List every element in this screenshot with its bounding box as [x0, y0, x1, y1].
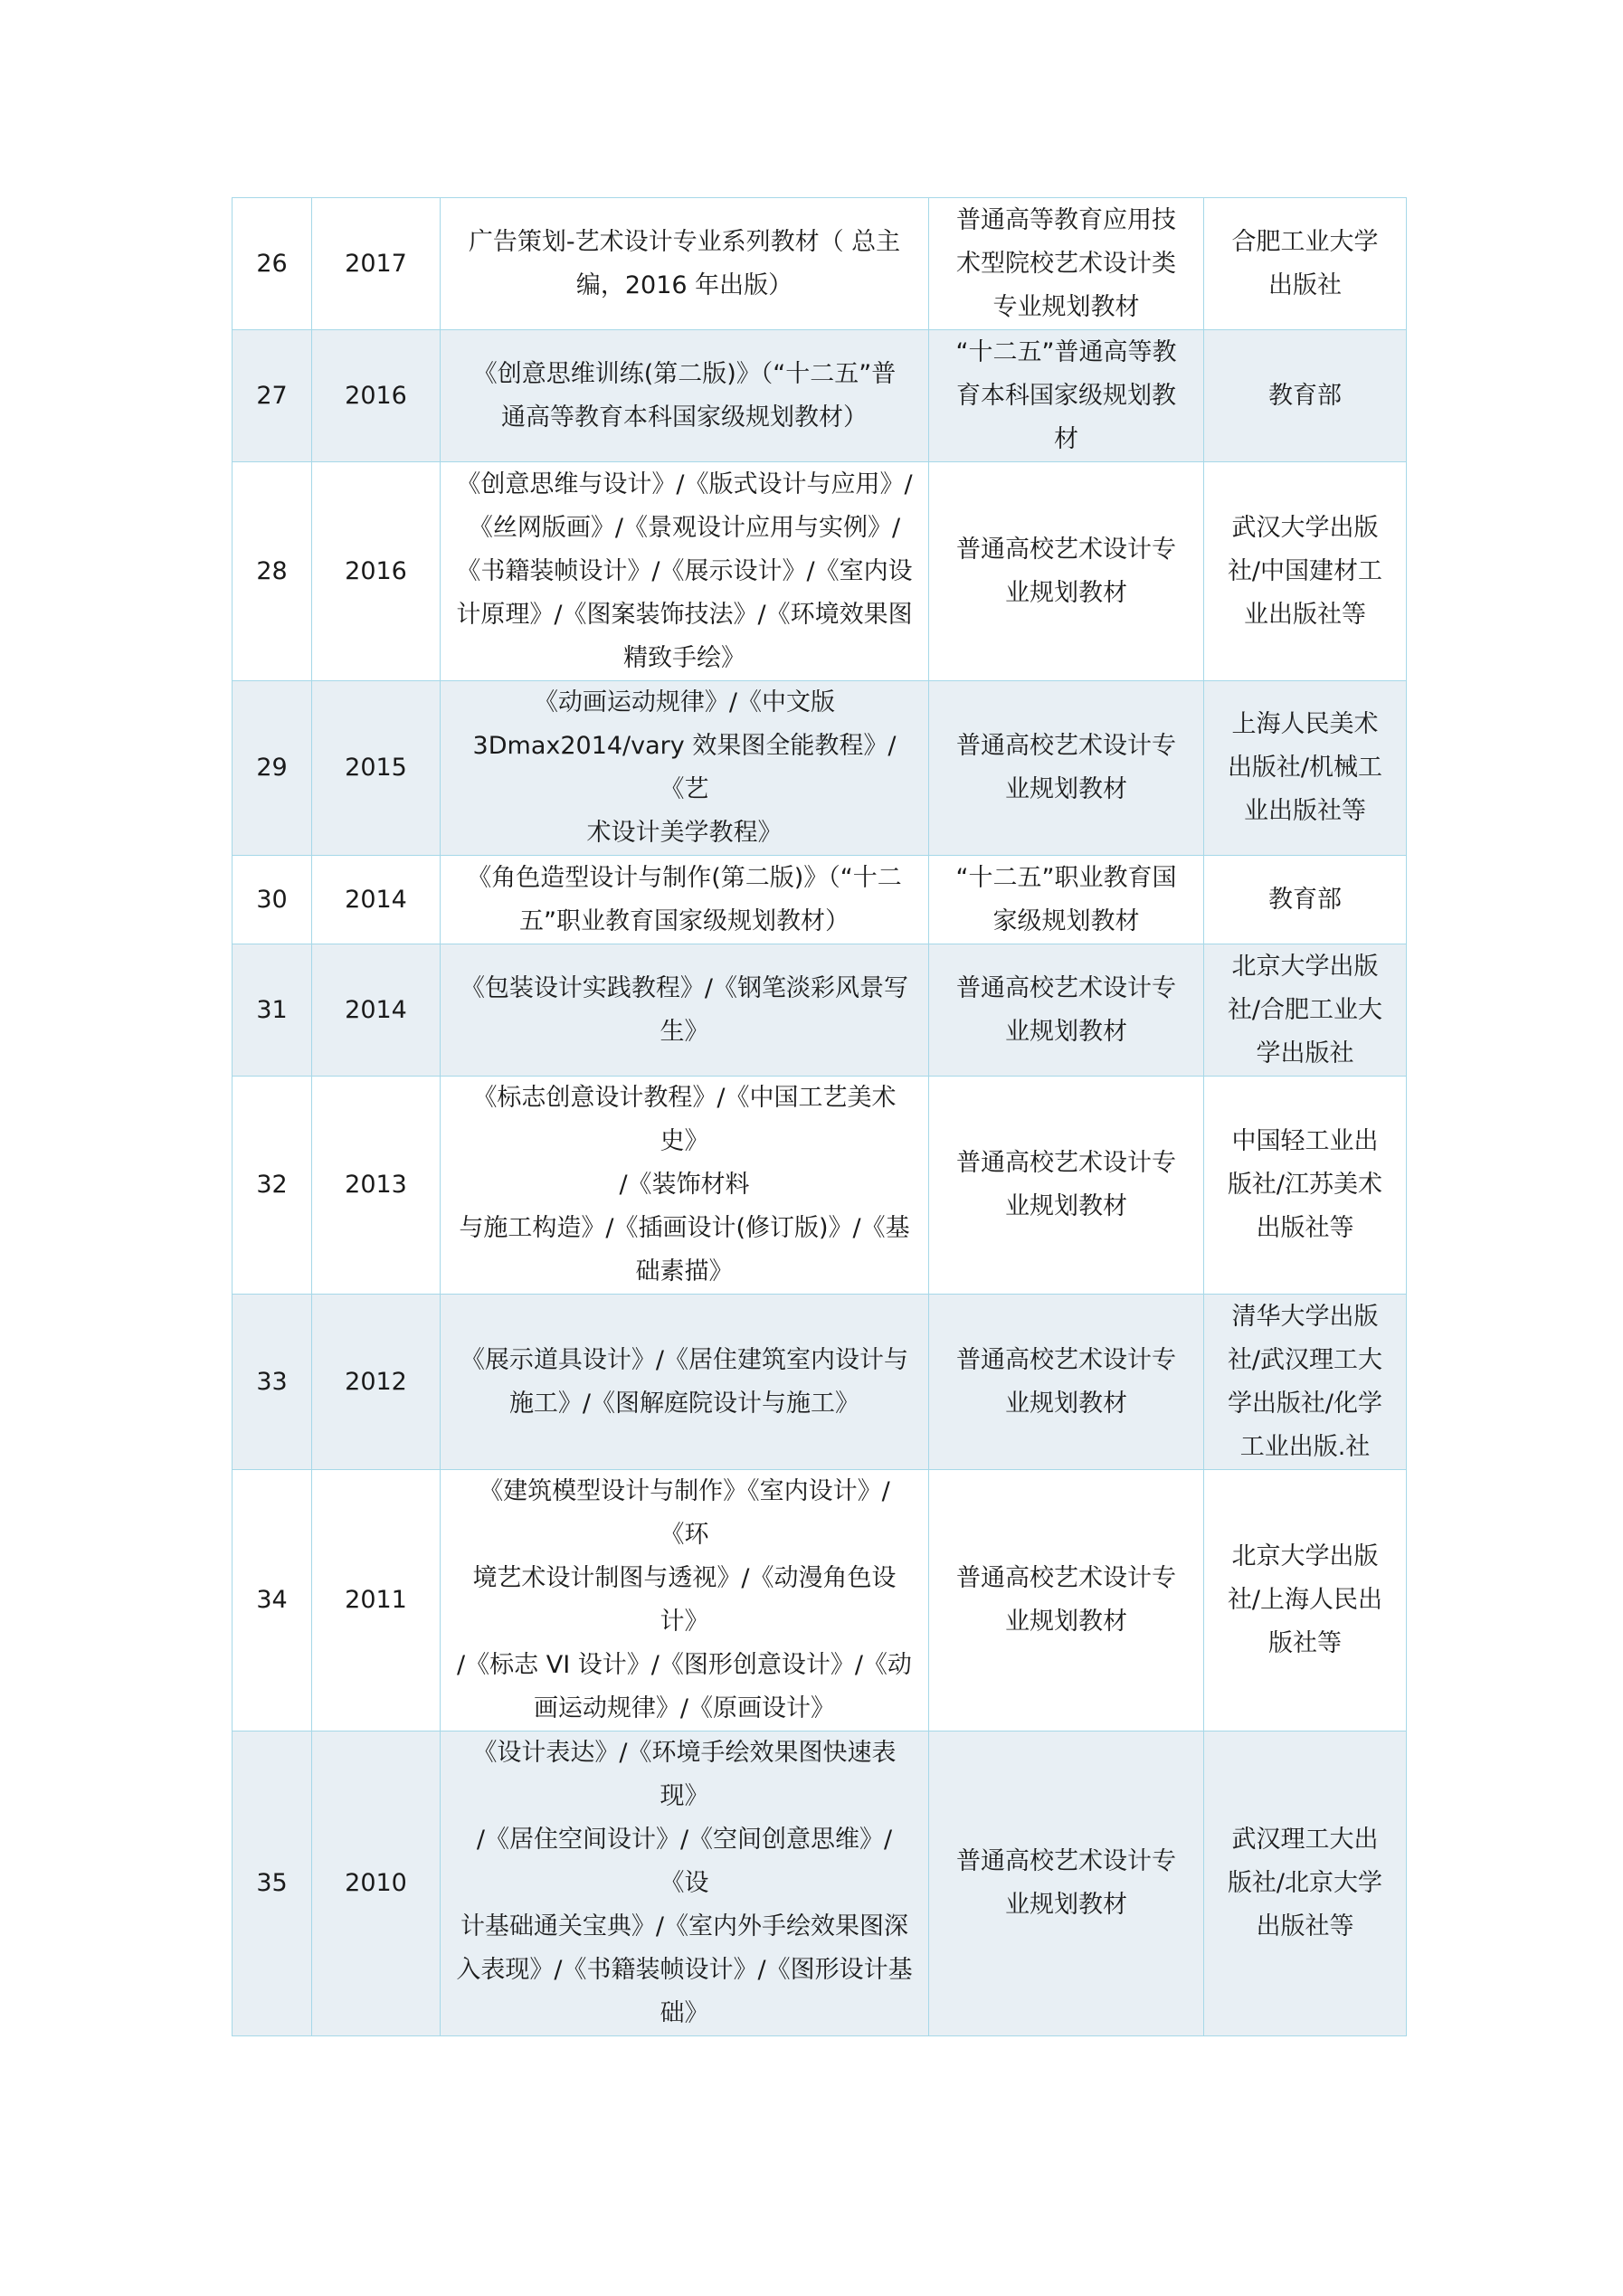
cell-text-line: 材	[1054, 424, 1078, 453]
cell-text-line: 生》	[660, 1017, 709, 1046]
textbook-title-cell	[441, 1731, 929, 2036]
row-number-cell: 30	[233, 856, 312, 944]
table-row	[233, 944, 1407, 1077]
cell-text-line: 清华大学出版	[1231, 1302, 1379, 1331]
publisher-cell	[1204, 856, 1407, 944]
cell-text-line: 出版社	[1268, 270, 1342, 299]
cell-text-line: 3Dmax2014/vary 效果图全能教程》/《艺	[472, 732, 897, 803]
cell-text-line: 《建筑模型设计与制作》《室内设计》/《环	[479, 1477, 890, 1549]
cell-text-line: 普通高校艺术设计专	[956, 1345, 1176, 1374]
row-number-cell: 35	[233, 1731, 312, 2036]
cell-text-line: 版社等	[1268, 1629, 1342, 1657]
cell-text-line: 普通高校艺术设计专	[956, 1149, 1176, 1177]
row-number-cell: 27	[233, 330, 312, 462]
cell-text-line: 术设计美学教程》	[586, 819, 783, 847]
textbook-title-cell	[441, 944, 929, 1077]
publisher-cell	[1204, 330, 1407, 462]
cell-text-line: 业规划教材	[1005, 775, 1127, 803]
cell-text-line: 上海人民美术	[1231, 710, 1379, 738]
cell-text-line: 业规划教材	[1005, 1017, 1127, 1046]
cell-text-line: 业规划教材	[1005, 578, 1127, 607]
year-cell: 2011	[312, 1470, 441, 1731]
cell-text-line: /《标志 VI 设计》/《图形创意设计》/《动	[457, 1651, 912, 1679]
cell-text-line: 入表现》/《书籍装帧设计》/《图形设计基	[456, 1956, 913, 1984]
cell-text-line: 施工》/《图解庭院设计与施工》	[508, 1389, 860, 1418]
cell-text-line: 学出版社/化学	[1227, 1389, 1383, 1418]
table-row	[233, 1295, 1407, 1470]
table-row	[233, 681, 1407, 856]
cell-text-line: 术型院校艺术设计类	[956, 249, 1176, 278]
publisher-cell	[1204, 198, 1407, 330]
cell-text-line: 业规划教材	[1005, 1608, 1127, 1636]
year-cell: 2016	[312, 462, 441, 681]
cell-text-line: 版社/江苏美术	[1227, 1171, 1383, 1199]
cell-text-line: 业规划教材	[1005, 1192, 1127, 1220]
year-cell: 2014	[312, 856, 441, 944]
cell-text-line: 业规划教材	[1005, 1891, 1127, 1919]
cell-text-line: 版社/北京大学	[1227, 1869, 1383, 1897]
textbook-title-cell	[441, 462, 929, 681]
cell-text-line: 业规划教材	[1005, 1389, 1127, 1418]
textbook-type-cell	[929, 1295, 1204, 1470]
year-cell: 2017	[312, 198, 441, 330]
year-cell: 2015	[312, 681, 441, 856]
cell-text-line: 业出版社等	[1244, 600, 1366, 629]
row-number-cell: 31	[233, 944, 312, 1077]
cell-text-line: 《创意思维与设计》/《版式设计与应用》/	[456, 470, 913, 498]
year-cell: 2010	[312, 1731, 441, 2036]
textbook-type-cell	[929, 330, 1204, 462]
cell-text-line: 北京大学出版	[1231, 1542, 1379, 1570]
row-number-cell: 28	[233, 462, 312, 681]
cell-text-line: 工业出版.社	[1239, 1432, 1371, 1461]
cell-text-line: 家级规划教材	[992, 906, 1140, 935]
table-row	[233, 462, 1407, 681]
cell-text-line: 画运动规律》/《原画设计》	[533, 1694, 836, 1722]
cell-text-line: /《居住空间设计》/《空间创意思维》/《设	[476, 1826, 893, 1897]
textbook-title-cell	[441, 330, 929, 462]
cell-text-line: 通高等教育本科国家级规划教材）	[501, 403, 868, 432]
cell-text-line: 《动画运动规律》/《中文版	[533, 688, 836, 716]
cell-text-line: 《设计表达》/《环境手绘效果图快速表现》	[472, 1739, 897, 1810]
cell-text-line: 《包装设计实践教程》/《钢笔淡彩风景写	[460, 973, 909, 1002]
table-row	[233, 330, 1407, 462]
cell-text-line: 教育部	[1268, 885, 1342, 914]
cell-text-line: 《创意思维训练(第二版)》（“十二五”普	[472, 359, 897, 388]
cell-text-line: 《书籍装帧设计》/《展示设计》/《室内设	[456, 556, 913, 585]
publisher-cell	[1204, 1470, 1407, 1731]
cell-text-line: 计原理》/《图案装饰技法》/《环境效果图	[456, 600, 913, 629]
row-number-cell: 33	[233, 1295, 312, 1470]
cell-text-line: “十二五”普通高等教	[955, 337, 1177, 366]
cell-text-line: 武汉大学出版	[1231, 513, 1379, 542]
textbook-type-cell	[929, 944, 1204, 1077]
cell-text-line: 编，2016 年出版）	[575, 270, 793, 299]
cell-text-line: 社/中国建材工	[1227, 556, 1383, 585]
cell-text-line: 《丝网版画》/《景观设计应用与实例》/	[468, 513, 901, 542]
cell-text-line: 础》	[660, 1999, 709, 2027]
textbook-title-cell	[441, 1077, 929, 1295]
textbook-type-cell	[929, 1470, 1204, 1731]
publisher-cell	[1204, 1731, 1407, 2036]
cell-text-line: 广告策划-艺术设计专业系列教材（ 总主	[468, 227, 901, 256]
textbook-type-cell	[929, 462, 1204, 681]
table-row	[233, 856, 1407, 944]
cell-text-line: 专业规划教材	[992, 292, 1140, 321]
cell-text-line: 《标志创意设计教程》/《中国工艺美术史》	[472, 1084, 897, 1155]
textbook-type-cell	[929, 1077, 1204, 1295]
textbook-type-cell	[929, 1731, 1204, 2036]
year-cell: 2014	[312, 944, 441, 1077]
textbook-type-cell	[929, 681, 1204, 856]
cell-text-line: 出版社/机械工	[1227, 754, 1383, 782]
textbook-title-cell	[441, 856, 929, 944]
cell-text-line: 础素描》	[635, 1257, 734, 1286]
table-row	[233, 1077, 1407, 1295]
cell-text-line: 普通高等教育应用技	[956, 205, 1176, 234]
table-row	[233, 1470, 1407, 1731]
cell-text-line: 中国轻工业出	[1231, 1127, 1379, 1155]
textbook-title-cell	[441, 1295, 929, 1470]
row-number-cell: 26	[233, 198, 312, 330]
year-cell: 2013	[312, 1077, 441, 1295]
textbook-type-cell	[929, 198, 1204, 330]
cell-text-line: 《展示道具设计》/《居住建筑室内设计与	[460, 1345, 909, 1374]
year-cell: 2012	[312, 1295, 441, 1470]
year-cell: 2016	[312, 330, 441, 462]
cell-text-line: 出版社等	[1256, 1912, 1354, 1940]
cell-text-line: 《角色造型设计与制作(第二版)》（“十二	[467, 863, 902, 892]
cell-text-line: 计基础通关宝典》/《室内外手绘效果图深	[460, 1912, 909, 1940]
textbook-title-cell	[441, 1470, 929, 1731]
cell-text-line: 北京大学出版	[1231, 952, 1379, 981]
cell-text-line: 育本科国家级规划教	[956, 381, 1176, 410]
cell-text-line: 普通高校艺术设计专	[956, 535, 1176, 564]
publisher-cell	[1204, 944, 1407, 1077]
cell-text-line: 武汉理工大出	[1231, 1826, 1379, 1854]
cell-text-line: 教育部	[1268, 381, 1342, 410]
publisher-cell	[1204, 1077, 1407, 1295]
publisher-cell	[1204, 681, 1407, 856]
cell-text-line: “十二五”职业教育国	[955, 863, 1177, 892]
cell-text-line: /《装饰材料	[619, 1171, 750, 1199]
cell-text-line: 普通高校艺术设计专	[956, 1564, 1176, 1592]
cell-text-line: 五”职业教育国家级规划教材）	[519, 906, 849, 935]
textbook-title-cell	[441, 198, 929, 330]
row-number-cell: 34	[233, 1470, 312, 1731]
cell-text-line: 社/武汉理工大	[1227, 1345, 1383, 1374]
cell-text-line: 合肥工业大学	[1231, 227, 1379, 256]
cell-text-line: 出版社等	[1256, 1214, 1354, 1242]
publisher-cell	[1204, 1295, 1407, 1470]
table-row	[233, 1731, 1407, 2036]
textbook-records-table	[232, 197, 1407, 2036]
cell-text-line: 普通高校艺术设计专	[956, 973, 1176, 1002]
table-row	[233, 198, 1407, 330]
cell-text-line: 普通高校艺术设计专	[956, 1847, 1176, 1875]
table-body	[233, 198, 1407, 2036]
cell-text-line: 普通高校艺术设计专	[956, 732, 1176, 760]
cell-text-line: 社/合肥工业大	[1227, 995, 1383, 1024]
cell-text-line: 境艺术设计制图与透视》/《动漫角色设计》	[472, 1564, 897, 1636]
cell-text-line: 与施工构造》/《插画设计(修订版)》/《基	[459, 1214, 910, 1242]
cell-text-line: 业出版社等	[1244, 797, 1366, 825]
cell-text-line: 学出版社	[1256, 1039, 1354, 1067]
row-number-cell: 29	[233, 681, 312, 856]
textbook-title-cell	[441, 681, 929, 856]
publisher-cell	[1204, 462, 1407, 681]
cell-text-line: 社/上海人民出	[1227, 1586, 1383, 1614]
cell-text-line: 精致手绘》	[623, 643, 745, 672]
row-number-cell: 32	[233, 1077, 312, 1295]
textbook-type-cell	[929, 856, 1204, 944]
